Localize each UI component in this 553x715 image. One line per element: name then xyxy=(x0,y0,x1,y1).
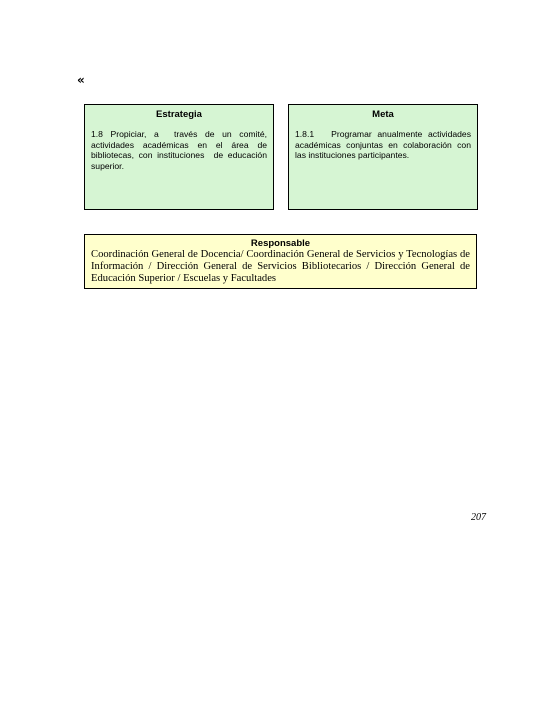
responsible-text: Coordinación General de Docencia/ Coordinación General de Servicios y Tecnologías de Información / Dirección General de Servicios Bibliotecarios / Dirección General de Educación Superior / Escuelas y Facultades xyxy=(91,249,470,285)
responsible-box xyxy=(84,234,477,289)
goal-title: Meta xyxy=(372,109,394,120)
double-left-arrow-icon: « xyxy=(77,73,85,87)
responsible-title: Responsable xyxy=(250,238,311,249)
goal-box xyxy=(288,104,478,210)
page-number: 207 xyxy=(471,512,486,523)
strategy-title: Estrategia xyxy=(156,109,202,120)
goal-text: 1.8.1 Programar anualmente actividades académicas conjuntas en colaboración con las instituciones participantes. xyxy=(295,129,474,161)
strategy-text: 1.8 Propiciar, a través de un comité, actividades académicas en el área de bibliotecas, con instituciones de educación superior. xyxy=(91,129,270,171)
strategy-box xyxy=(84,104,274,210)
